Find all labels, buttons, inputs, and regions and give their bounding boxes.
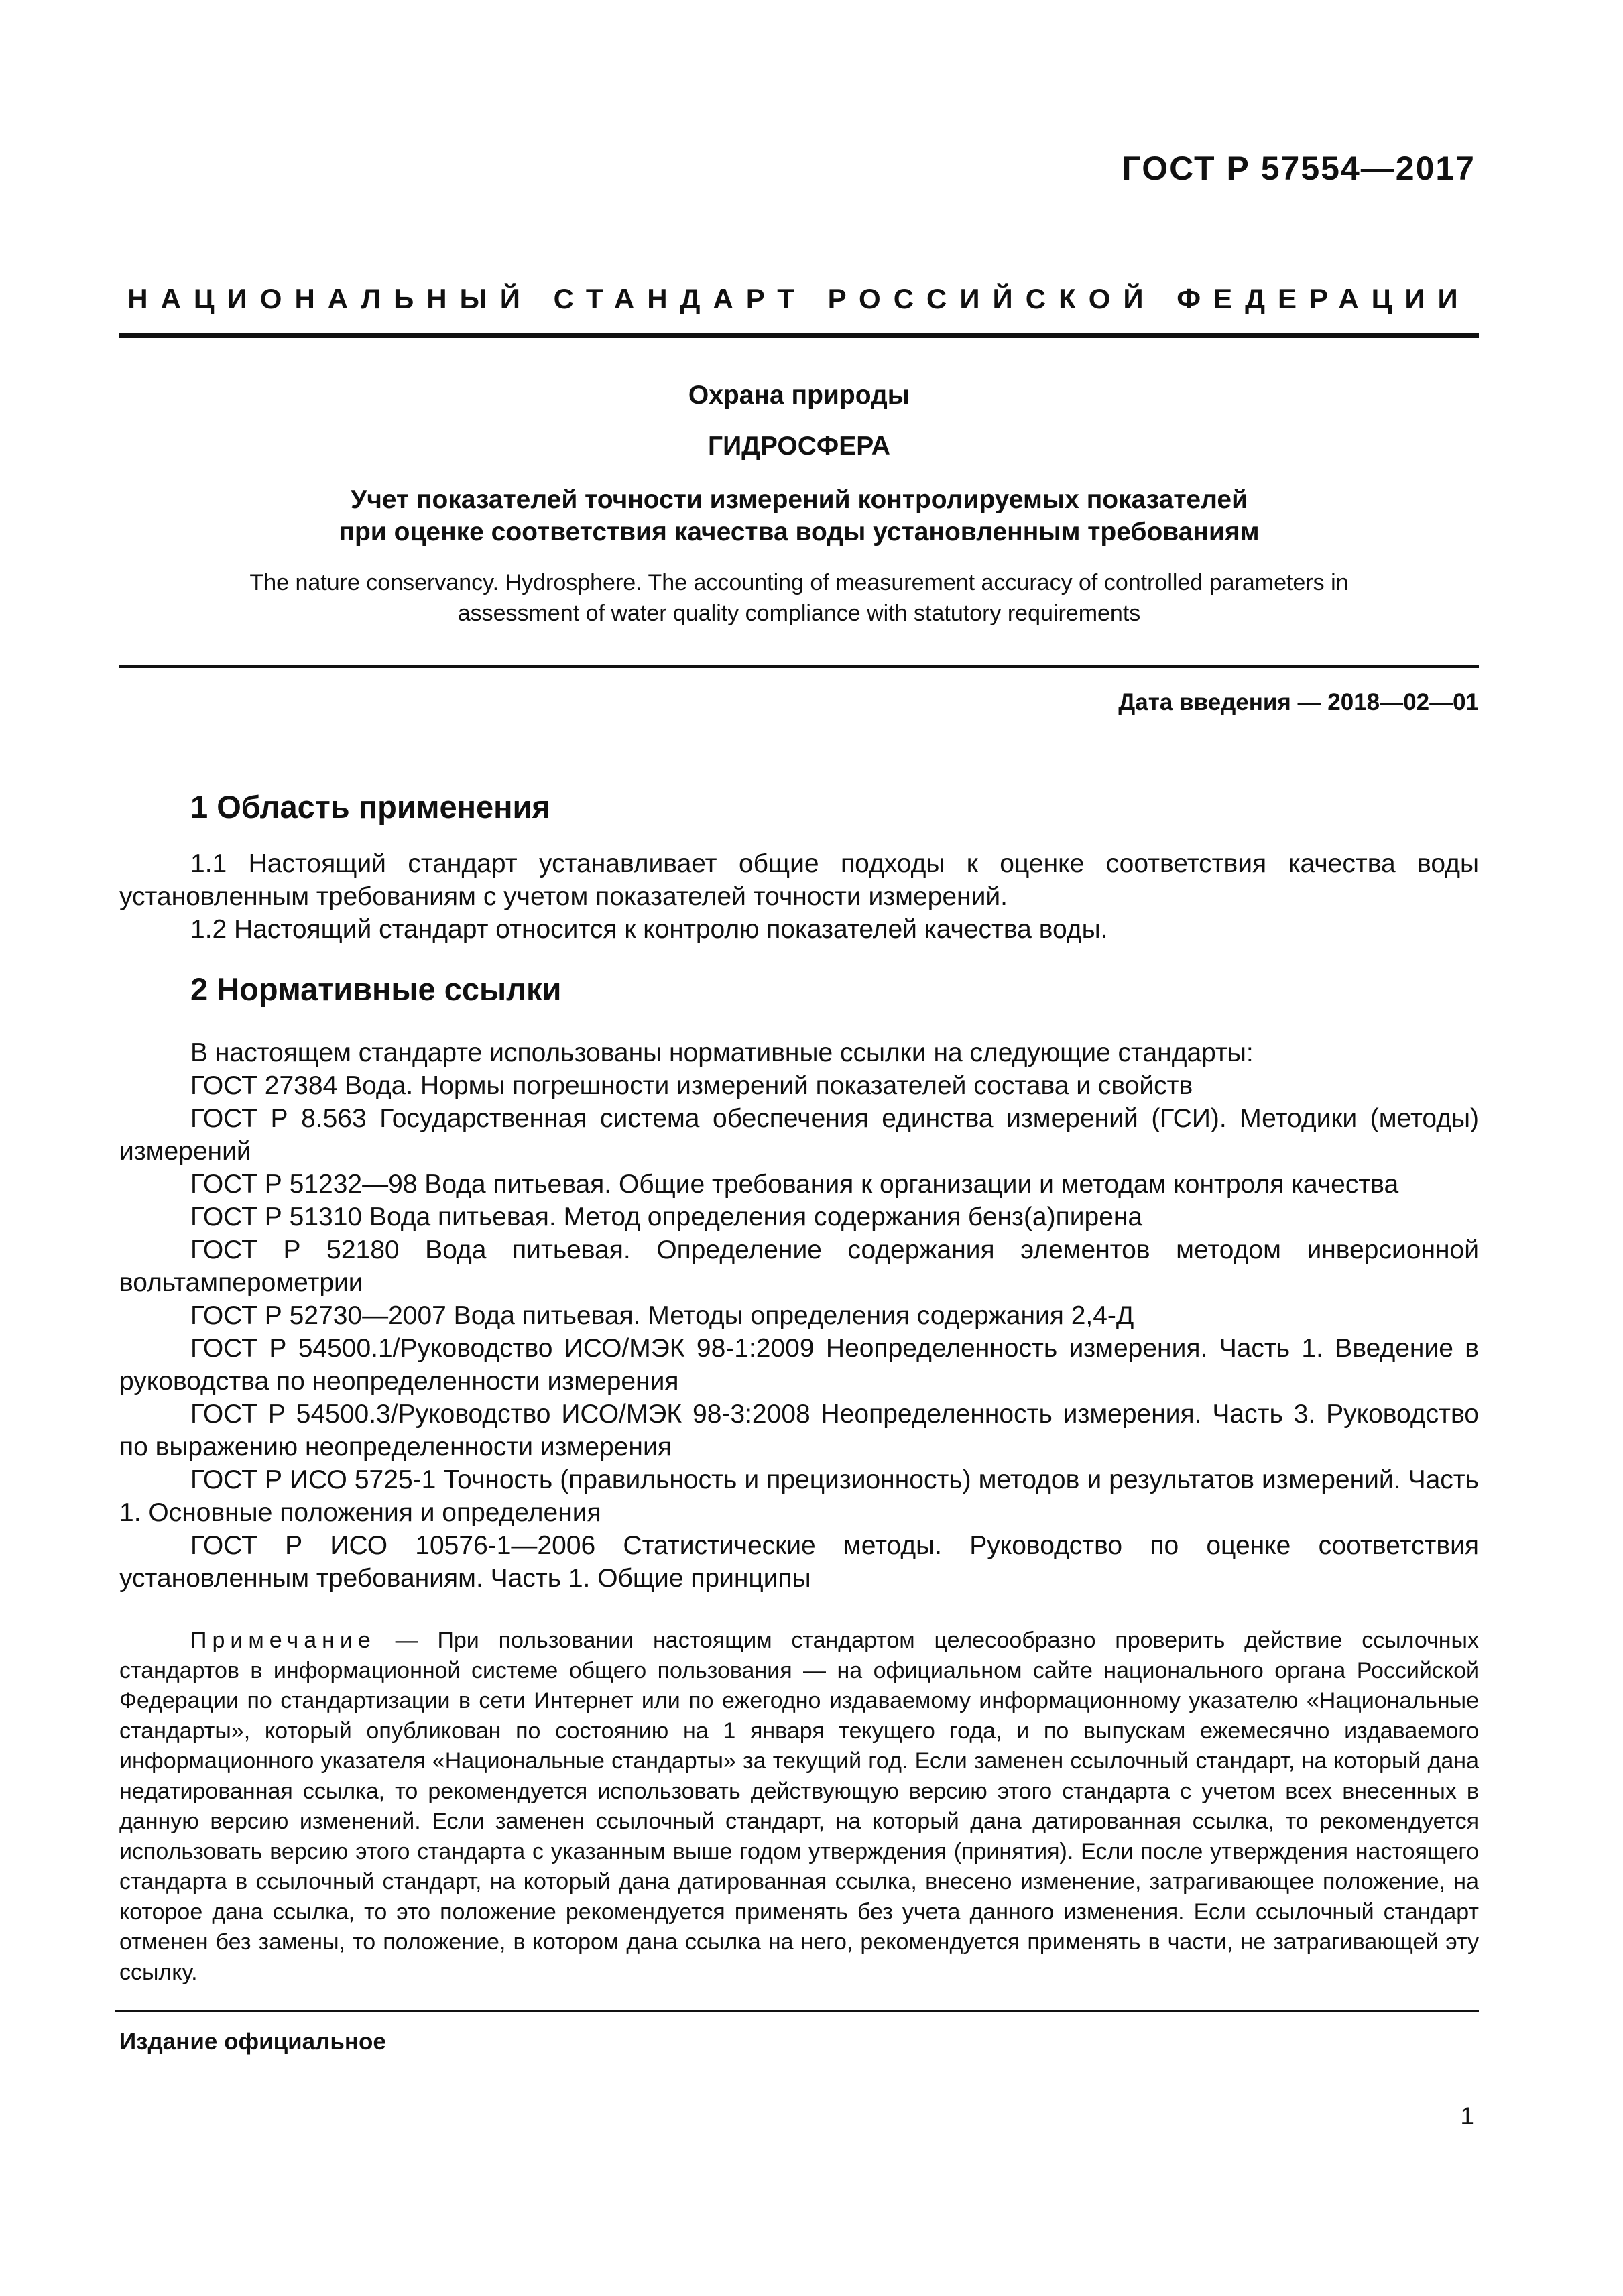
paragraph-1-1: 1.1 Настоящий стандарт устанавливает общие подходы к оценке соответствия качества воды установленным требованиям с учетом показателей точности измерений.: [119, 849, 1479, 911]
title-main: [119, 484, 1479, 548]
reference-item: ГОСТ 27384 Вода. Нормы погрешности измерений показателей состава и свойств: [190, 1071, 1193, 1100]
section-2-body: [119, 1036, 1479, 1595]
title-subject: ГИДРОСФЕРА: [708, 432, 890, 461]
reference-item: ГОСТ Р 52730—2007 Вода питьевая. Методы определения содержания 2,4-Д: [190, 1301, 1134, 1330]
section-1-heading: 1 Область применения: [190, 789, 550, 825]
title-english-line-2: assessment of water quality compliance with statutory requirements: [457, 601, 1141, 626]
reference-item: ГОСТ Р 8.563 Государственная система обеспечения единства измерений (ГСИ). Методики (методы) измерений: [119, 1104, 1479, 1166]
title-rule: [119, 665, 1479, 668]
footer-rule: [115, 2010, 1479, 2012]
reference-item: ГОСТ Р 54500.1/Руководство ИСО/МЭК 98-1:2009 Неопределенность измерения. Часть 1. Введение в руководства по неопределенности измерения: [119, 1334, 1479, 1396]
references-intro: В настоящем стандарте использованы нормативные ссылки на следующие стандарты:: [190, 1038, 1254, 1067]
introduction-date: Дата введения — 2018—02—01: [1118, 689, 1479, 715]
title-english-line-1: The nature conservancy. Hydrosphere. The accounting of measurement accuracy of controlled parameters in: [249, 570, 1349, 595]
header-rule: [119, 333, 1479, 338]
page-number: 1: [1460, 2102, 1474, 2130]
national-standard-banner: НАЦИОНАЛЬНЫЙ СТАНДАРТ РОССИЙСКОЙ ФЕДЕРАЦИИ: [127, 283, 1471, 314]
title-topic: Охрана природы: [688, 381, 910, 410]
reference-item: ГОСТ Р ИСО 10576-1—2006 Статистические методы. Руководство по оценке соответствия установленным требованиям. Часть 1. Общие принципы: [119, 1531, 1479, 1593]
note-block: [119, 1626, 1479, 1988]
document-code: ГОСТ Р 57554—2017: [1122, 149, 1476, 187]
section-1-body: [119, 847, 1479, 946]
title-main-line-1: Учет показателей точности измерений контролируемых показателей: [350, 485, 1248, 514]
reference-item: ГОСТ Р 54500.3/Руководство ИСО/МЭК 98-3:2008 Неопределенность измерения. Часть 3. Руководство по выражению неопределенности измерения: [119, 1400, 1479, 1461]
reference-item: ГОСТ Р 51310 Вода питьевая. Метод определения содержания бенз(а)пирена: [190, 1203, 1143, 1231]
title-english: [119, 567, 1479, 629]
reference-item: ГОСТ Р 52180 Вода питьевая. Определение содержания элементов методом инверсионной вольтамперометрии: [119, 1235, 1479, 1297]
title-main-line-2: при оценке соответствия качества воды установленным требованиям: [339, 518, 1260, 546]
section-2-heading: 2 Нормативные ссылки: [190, 971, 562, 1007]
reference-item: ГОСТ Р ИСО 5725-1 Точность (правильность и прецизионность) методов и результатов измерений. Часть 1. Основные положения и определения: [119, 1465, 1479, 1527]
note-text: — При пользовании настоящим стандартом целесообразно проверить действие ссылочных стандартов в информационной системе общего пользования — на официальном сайте национального органа Российской Федерации по стандартизации в сети Интернет или по ежегодно издаваемому информационному указателю «Национальные стандарты», который опубликован по состоянию на 1 января текущего года, и по выпускам ежемесячно издаваемого информационного указателя «Национальные стандарты» за текущий год. Если заменен ссылочный стандарт, на который дана недатированная ссылка, то рекомендуется использовать действующую версию этого стандарта с учетом всех внесенных в данную версию изменений. Если заменен ссылочный стандарт, на который дана датированная ссылка, то рекомендуется использовать версию этого стандарта с указанным выше годом утверждения (принятия). Если после утверждения настоящего стандарта в ссылочный стандарт, на который дана датированная ссылка, внесено изменение, затрагивающее положение, на которое дана ссылка, то это положение рекомендуется применять без учета данного изменения. Если ссылочный стандарт отменен без замены, то положение, в котором дана ссылка на него, рекомендуется применять в части, не затрагивающей эту ссылку.: [119, 1628, 1479, 1985]
reference-item: ГОСТ Р 51232—98 Вода питьевая. Общие требования к организации и методам контроля качества: [190, 1170, 1399, 1199]
note-label: Примечание: [190, 1628, 376, 1653]
paragraph-1-2: 1.2 Настоящий стандарт относится к контролю показателей качества воды.: [190, 915, 1108, 944]
official-edition-label: Издание официальное: [119, 2029, 386, 2055]
